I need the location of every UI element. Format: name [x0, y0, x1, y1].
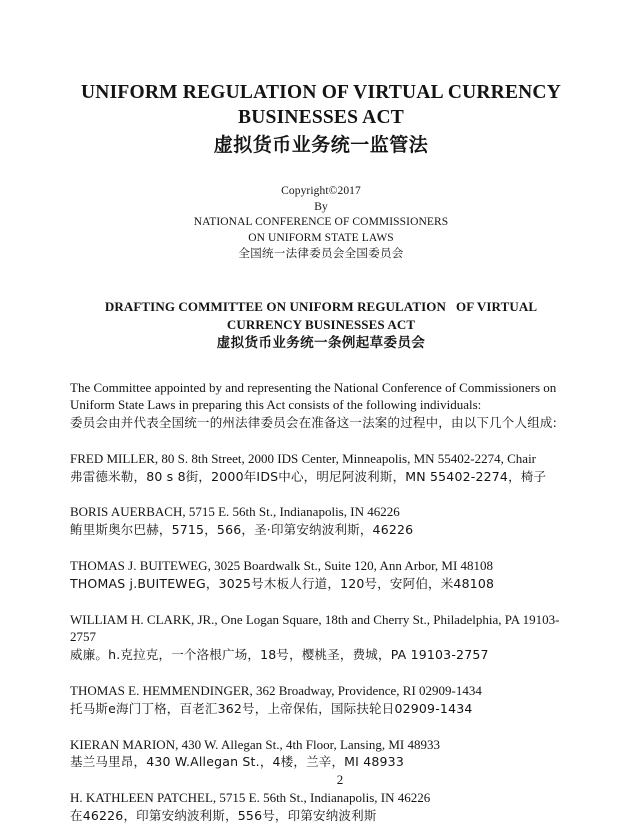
member-entry — [70, 611, 572, 664]
member-name-address-chinese: 基兰马里昂，430 W.Allegan St.，4楼，兰辛，MI 48933 — [70, 754, 404, 770]
member-name-address: KIERAN MARION, 430 W. Allegan St., 4th Floor, Lansing, MI 48933 — [70, 736, 440, 752]
member-name-address: THOMAS J. BUITEWEG, 3025 Boardwalk St., Suite 120, Ann Arbor, MI 48108 — [70, 558, 494, 574]
member-entry — [70, 557, 572, 593]
copyright-by: By — [314, 200, 328, 213]
member-name-address: WILLIAM H. CLARK, JR., One Logan Square, 18th and Cherry St., Philadelphia, PA 19103-2757 — [70, 611, 560, 645]
copyright-organization-chinese: 全国统一法律委员会全国委员会 — [238, 246, 404, 260]
member-entry — [70, 736, 572, 772]
member-name-address-chinese: 弗雷德米勒，80 s 8街，2000年IDS中心，明尼阿波利斯，MN 55402-2274，椅子 — [70, 468, 547, 484]
member-name-address: H. KATHLEEN PATCHEL, 5715 E. 56th St., Indianapolis, IN 46226 — [70, 790, 431, 806]
page-number: 2 — [336, 772, 344, 787]
member-name-address: THOMAS E. HEMMENDINGER, 362 Broadway, Providence, RI 02909-1434 — [70, 683, 482, 699]
member-name-address: FRED MILLER, 80 S. 8th Street, 2000 IDS Center, Minneapolis, MN 55402-2274, Chair — [70, 450, 537, 466]
intro-line-1: The Committee appointed by and representing the National Conference of Commissioners on — [70, 379, 557, 395]
member-entry — [70, 789, 572, 825]
copyright-organization-line-1: NATIONAL CONFERENCE OF COMMISSIONERS — [193, 216, 449, 228]
intro-paragraph — [70, 379, 572, 432]
member-name-address-chinese: 托马斯e海门丁格，百老汇362号，上帝保佑，国际扶轮日02909-1434 — [70, 700, 473, 716]
member-name-address-chinese: THOMAS j.BUITEWEG，3025号木板人行道，120号，安阿伯，米48108 — [70, 575, 495, 591]
member-name-address-chinese: 威廉。h.克拉克，一个洛根广场，18号，樱桃圣，费城，PA 19103-2757 — [70, 647, 489, 663]
drafting-committee-heading-chinese: 虚拟货币业务统一条例起草委员会 — [216, 334, 426, 351]
drafting-committee-heading-line-2: CURRENCY BUSINESSES ACT — [226, 316, 416, 332]
member-name-address: BORIS AUERBACH, 5715 E. 56th St., Indianapolis, IN 46226 — [70, 504, 400, 520]
member-entry — [70, 450, 572, 486]
copyright-organization-line-2: ON UNIFORM STATE LAWS — [248, 231, 394, 244]
member-entry — [70, 503, 572, 539]
document-title-line-2: BUSINESSES ACT — [238, 107, 404, 128]
document-title-chinese: 虚拟货币业务统一监管法 — [213, 134, 429, 156]
member-name-address-chinese: 在46226，印第安纳波利斯，556号，印第安纳波利斯 — [70, 808, 377, 824]
document-title-line-1: UNIFORM REGULATION OF VIRTUAL CURRENCY — [81, 82, 561, 103]
copyright-block — [70, 184, 572, 262]
drafting-committee-heading-line-1: DRAFTING COMMITTEE ON UNIFORM REGULATION OF VIRTUAL — [104, 298, 538, 314]
document-title — [70, 0, 572, 130]
intro-line-2: Uniform State Laws in preparing this Act consists of the following individuals: — [70, 397, 482, 413]
intro-line-chinese: 委员会由并代表全国统一的州法律委员会在准备这一法案的过程中，由以下几个人组成: — [70, 415, 558, 431]
member-entry — [70, 682, 572, 718]
drafting-committee-heading — [70, 298, 572, 334]
page-content — [70, 0, 572, 838]
member-name-address-chinese: 鲔里斯奥尔巴赫，5715，566，圣·印第安纳波利斯，46226 — [70, 522, 414, 538]
copyright-line: Copyright©2017 — [281, 185, 361, 197]
